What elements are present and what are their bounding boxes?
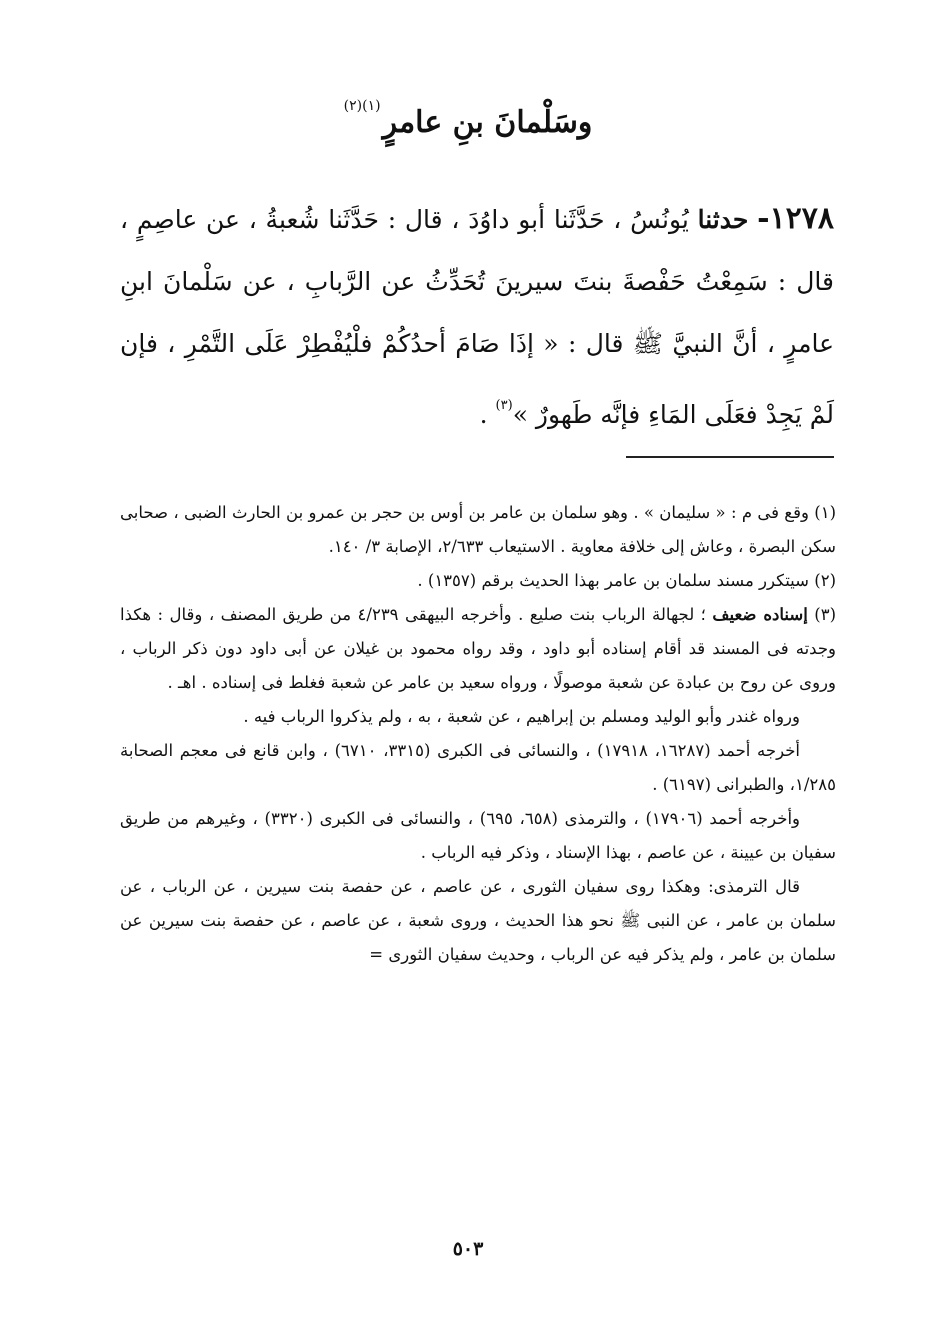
hadith-text-block xyxy=(120,188,834,446)
hadith-lead-word: حدثنا xyxy=(697,205,749,234)
hadith-footnote-ref: (٣) xyxy=(495,398,513,413)
footnote-paragraph-5: أخرجه أحمد (١٦٢٨٧، ١٧٩١٨) ، والنسائى فى الكبرى (٣٣١٥، ٦٧١٠) ، وابن قانع فى معجم الصحابة ١/٢٨٥، والطبرانى (٦١٩٧) . xyxy=(120,741,836,794)
page-number: ٥٠٣ xyxy=(452,1238,484,1260)
footnote-3-text: ؛ لجهالة الرباب بنت صليع . وأخرجه البيهقى ٤/٢٣٩ من طريق المصنف ، وقال : هكذا وجدته فى المسند قد أقام إسناده أبو داود ، وقد رواه محمود بن غيلان عن أبى داود دون ذكر الرباب ، وروى عن روح بن عبادة عن شعبة موصولًا ، ورواه سعيد بن عامر عن شعبة فغلط فى إسناده . اهـ . xyxy=(120,605,836,692)
footnote-3-grading: إسناده ضعيف xyxy=(712,605,808,624)
footnote-paragraph-4: ورواه غندر وأبو الوليد ومسلم بن إبراهيم ، عن شعبة ، به ، ولم يذكروا الرباب فيه . xyxy=(243,707,800,726)
section-heading xyxy=(0,78,936,151)
footnote-1: (١) وقع فى م : « سليمان » . وهو سلمان بن عامر بن أوس بن حجر بن عمرو بن الحارث الضبى ، صحابى سكن البصرة ، وعاش إلى خلافة معاوية . الاستيعاب ٢/٦٣٣، الإصابة ٣/ ١٤٠. xyxy=(120,503,836,556)
heading-footnote-refs: (١)(٢) xyxy=(343,98,381,114)
footnote-3-number: (٣) xyxy=(814,605,837,624)
hadith-body: يُونُسُ ، حَدَّثَنا أبو داوُدَ ، قال : حَدَّثَنا شُعبةُ ، عن عاصِمٍ ، قال : سَمِعْتُ حَفْصةَ بنتَ سيرينَ تُحَدِّثُ عن الرَّبابِ ، عن سَلْمانَ ابنِ عامرٍ ، أنَّ النبيَّ ﷺ قال : « إذَا صَامَ أحدُكُمْ فلْيُفْطِرْ عَلَى التَّمْرِ ، فإن لَمْ يَجِدْ فعَلَى المَاءِ فإنَّه طَهورٌ » xyxy=(120,205,834,429)
footnote-3 xyxy=(120,598,836,700)
footnotes-block xyxy=(120,496,836,972)
footnote-paragraph-6: وأخرجه أحمد (١٧٩٠٦) ، والترمذى (٦٥٨، ٦٩٥) ، والنسائى فى الكبرى (٣٣٢٠) ، وغيرهم من طريق سفيان بن عيينة ، عن عاصم ، بهذا الإسناد ، وذكر فيه الرباب . xyxy=(120,809,836,862)
footnote-separator xyxy=(626,456,834,458)
hadith-end-punctuation: . xyxy=(479,400,496,429)
footnote-2: (٢) سيتكرر مسند سلمان بن عامر بهذا الحديث برقم (١٣٥٧) . xyxy=(417,571,836,590)
hadith-number: ١٢٧٨- xyxy=(757,201,834,236)
heading-title: وسَلْمانَ بنِ عامرٍ xyxy=(382,105,593,140)
footnote-paragraph-7: قال الترمذى: وهكذا روى سفيان الثورى ، عن عاصم ، عن حفصة بنت سيرين ، عن الرباب ، عن سلمان بن عامر ، عن النبى ﷺ نحو هذا الحديث ، وروى شعبة ، عن عاصم ، عن حفصة بنت سيرين عن سلمان بن عامر ، ولم يذكر فيه عن الرباب ، وحديث سفيان الثورى = xyxy=(120,877,836,964)
